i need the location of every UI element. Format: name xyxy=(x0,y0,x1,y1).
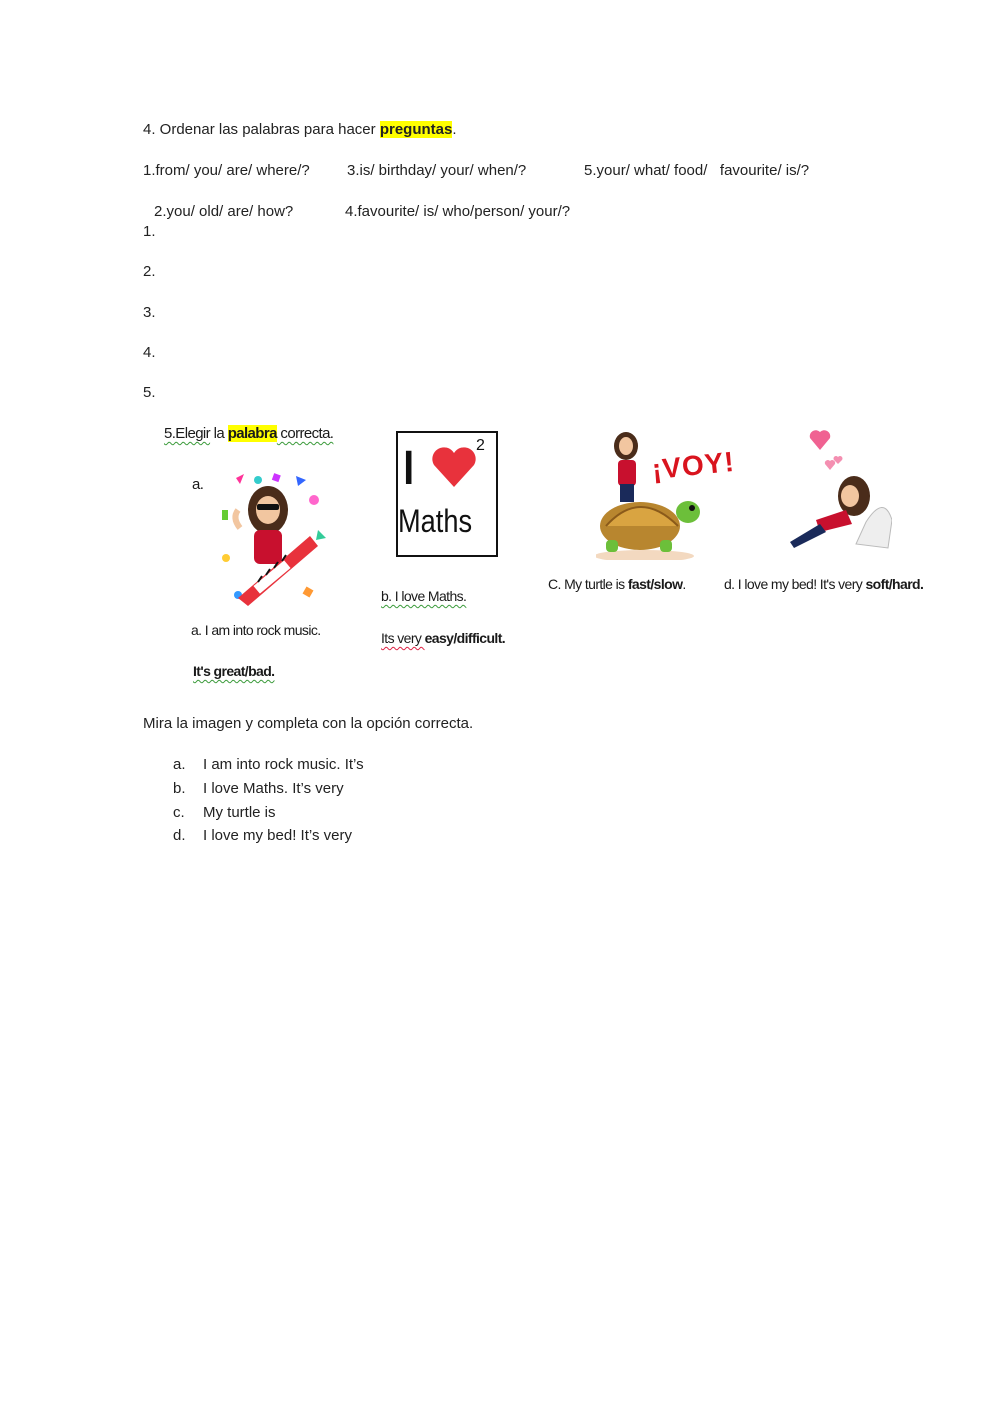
list-item-d xyxy=(173,827,352,844)
section-5-title-prefix: 5.Elegir xyxy=(164,425,211,442)
section-5-title-highlight: palabra xyxy=(227,425,277,442)
option-b-caption xyxy=(381,588,466,604)
section-4-title-suffix: . xyxy=(452,121,457,138)
option-a-caption: a. I am into rock music. xyxy=(191,622,321,638)
list-item-a-letter: a. xyxy=(173,756,186,773)
section-5-title-la: la xyxy=(210,425,228,442)
prompt-5: 5.your/ what/ food/ favourite/ is/? xyxy=(584,162,810,179)
list-item-c xyxy=(173,804,276,821)
rock-music-illustration xyxy=(218,470,330,615)
maths-logo-letter: I xyxy=(403,442,415,495)
maths-logo-exponent: 2 xyxy=(476,437,485,454)
section-4-title-prefix: 4. Ordenar las palabras para hacer xyxy=(143,121,380,138)
list-item-b-letter: b. xyxy=(173,780,186,797)
list-item-b xyxy=(173,780,344,797)
option-a-marker: a. xyxy=(192,476,204,493)
answer-line-5: 5. xyxy=(143,384,156,401)
section-5-title-suffix: correcta. xyxy=(276,425,334,442)
option-b-choices xyxy=(381,630,505,646)
section-4-title-highlight: preguntas xyxy=(379,121,453,138)
resting-girl-icon xyxy=(786,424,892,552)
option-c-caption-prefix: C. My turtle is xyxy=(548,576,628,592)
option-c-caption-suffix: . xyxy=(682,576,686,592)
option-b-caption-text: b. I love Maths. xyxy=(381,588,467,604)
option-c-caption-bold: fast/slow xyxy=(627,576,683,592)
maths-logo-word: Maths xyxy=(398,503,473,539)
option-a-choices xyxy=(193,663,274,679)
list-item-a xyxy=(173,756,364,773)
option-a-choices-text: It's great/bad. xyxy=(193,663,275,679)
answer-line-3: 3. xyxy=(143,304,156,321)
option-c-caption xyxy=(548,576,686,592)
section-5-title xyxy=(164,425,333,442)
answer-line-2: 2. xyxy=(143,263,156,280)
prompt-2: 2.you/ old/ are/ how? xyxy=(154,203,294,220)
i-love-maths-logo xyxy=(396,431,498,557)
turtle-illustration xyxy=(596,428,708,560)
keytar-girl-icon xyxy=(218,470,330,615)
list-item-d-text: I love my bed! It’s very xyxy=(203,827,352,844)
option-d-caption-prefix: d. I love my bed! It's very xyxy=(724,576,866,592)
vov-text: ¡VOY! xyxy=(650,445,737,486)
list-item-d-letter: d. xyxy=(173,827,186,844)
bed-illustration xyxy=(786,424,892,552)
section-4-title xyxy=(143,121,457,138)
prompt-3: 3.is/ birthday/ your/ when/? xyxy=(347,162,527,179)
answer-line-4: 4. xyxy=(143,344,156,361)
option-b-choices-prefix: Its very xyxy=(381,630,425,646)
list-item-a-text: I am into rock music. It’s xyxy=(203,756,364,773)
list-item-c-letter: c. xyxy=(173,804,185,821)
option-b-choices-bold: easy/difficult. xyxy=(424,630,506,646)
answer-line-1: 1. xyxy=(143,223,156,240)
heart-icon xyxy=(430,445,478,489)
prompt-4: 4.favourite/ is/ who/person/ your/? xyxy=(345,203,571,220)
instructions-title: Mira la imagen y completa con la opción correcta. xyxy=(143,715,474,732)
prompt-1: 1.from/ you/ are/ where/? xyxy=(143,162,310,179)
turtle-girl-icon xyxy=(596,428,708,560)
list-item-b-text: I love Maths. It’s very xyxy=(203,780,344,797)
option-d-caption xyxy=(724,576,923,592)
list-item-c-text: My turtle is xyxy=(203,804,276,821)
option-d-caption-bold: soft/hard. xyxy=(865,576,924,592)
maths-logo-heart xyxy=(430,445,478,489)
